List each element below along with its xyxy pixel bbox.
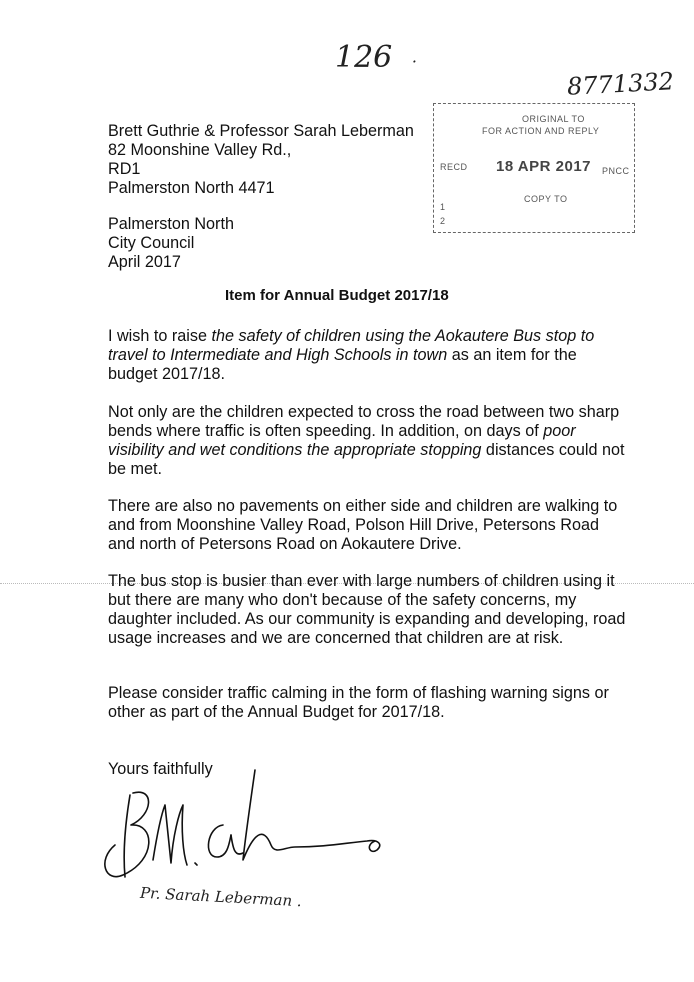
recipient-address (108, 215, 234, 272)
paragraph-1 (108, 327, 628, 384)
sender-city: Palmerston North 4471 (108, 179, 275, 197)
stamp-row2: 2 (440, 216, 446, 226)
paragraph-4: The bus stop is busier than ever with large numbers of children using it but there are many who don't because of the safety concerns, my daughter included. As our community is expanding and developing, road usage increases and we are concerned that children are at risk. (108, 572, 626, 647)
page-dot: · (411, 52, 417, 71)
stamp-row1: 1 (440, 202, 446, 212)
signature-name-note: Pr. Sarah Leberman . (139, 883, 303, 911)
p1-emphasis: the safety of children using the Aokautere Bus stop to travel to Intermediate and High Schools in town (108, 327, 595, 364)
handwritten-page-number (335, 40, 417, 75)
stamp-date: 18 APR 2017 (496, 158, 592, 175)
signature-stroke (153, 805, 187, 865)
signature-stroke (231, 835, 243, 854)
stamp-pncc: PNCC (602, 166, 630, 176)
p1-text-end: as an item for the budget 2017/18. (108, 346, 577, 383)
signature-stroke (243, 770, 380, 860)
stamp-line1: ORIGINAL TO (522, 114, 585, 124)
letter-date: April 2017 (108, 253, 181, 271)
p2-text: Not only are the children expected to cross the road between two sharp bends where traffic is often speeding. In addition, on days of (108, 403, 620, 440)
sender-street: 82 Moonshine Valley Rd., (108, 141, 292, 159)
recipient-line2: City Council (108, 234, 195, 252)
letter-title: Item for Annual Budget 2017/18 (225, 287, 449, 304)
page-number-text: 126 (335, 40, 393, 75)
sender-name: Brett Guthrie & Professor Sarah Leberman (108, 122, 414, 140)
signature-stroke (195, 863, 197, 865)
stamp-recd-label: RECD (440, 162, 468, 172)
paragraph-5: Please consider traffic calming in the form of flashing warning signs or other as part of the Annual Budget for 2017/18. (108, 684, 609, 721)
recipient-line1: Palmerston North (108, 215, 234, 233)
closing-salutation: Yours faithfully (108, 760, 213, 778)
paragraph-3: There are also no pavements on either side and children are walking to and from Moonshine Valley Road, Polson Hill Drive, Petersons Road and north of Petersons Road on Aokautere Drive. (108, 497, 618, 553)
sender-address (108, 122, 414, 198)
signature-stroke (124, 795, 130, 877)
p1-text: I wish to raise (108, 327, 212, 345)
signature-stroke (105, 792, 149, 876)
handwritten-reference-number: 8771332 (566, 67, 675, 101)
p2-emphasis: poor visibility and wet conditions the appropriate stopping (108, 422, 576, 459)
paragraph-2 (108, 403, 628, 479)
signature-stroke (208, 825, 231, 857)
stamp-copy-to: COPY TO (524, 194, 568, 204)
received-stamp (433, 103, 635, 233)
p2-text-end: distances could not be met. (108, 441, 625, 478)
signature (95, 765, 395, 895)
stamp-line2: FOR ACTION AND REPLY (482, 126, 600, 136)
sender-rd: RD1 (108, 160, 141, 178)
